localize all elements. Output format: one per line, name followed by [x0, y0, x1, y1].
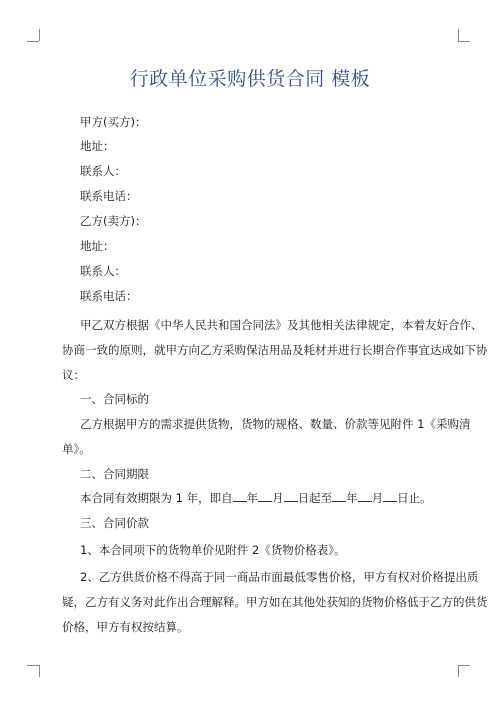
month-label-1: 月 [272, 491, 284, 505]
year-label-1: 年 [246, 491, 259, 505]
crop-mark-top-left-h [27, 41, 39, 42]
year-blank-1 [233, 491, 247, 502]
crop-mark-bottom-left-h [27, 665, 39, 666]
day-label-2: 日止。 [397, 491, 432, 505]
crop-mark-top-right-v [458, 29, 459, 41]
term-text-start: 本合同有效期限为 1 年，即自 [80, 491, 233, 505]
intro-line-3: 议： [62, 368, 85, 382]
section-1-heading: 一、合同标的 [80, 392, 149, 406]
section-3-item-2-line-3: 价格，甲方有权按结算。 [62, 620, 189, 634]
section-2-text [80, 491, 440, 505]
party-b-contact: 联系人： [80, 264, 126, 278]
section-3-item-2-line-1: 2、乙方供货价格不得高于同一商品市面最低零售价格，甲方有权对价格提出质 [80, 570, 479, 584]
section-2-heading: 二、合同期限 [80, 467, 149, 481]
crop-mark-top-left-v [39, 29, 40, 41]
month-blank-2 [358, 491, 372, 502]
section-1-line-1: 乙方根据甲方的需求提供货物，货物的规格、数量、价款等见附件 1《采购清 [80, 417, 471, 431]
party-a-contact: 联系人： [80, 164, 126, 178]
section-3-item-1: 1、本合同项下的货物单价见附件 2《货物价格表》。 [80, 543, 346, 557]
crop-mark-bottom-right-h [458, 665, 470, 666]
intro-line-2: 协商一致的原则，就甲方向乙方采购保洁用品及耗材并进行长期合作事宜达成如下协 [62, 343, 488, 357]
section-1-line-2: 单》。 [62, 442, 91, 456]
document-title: 行政单位采购供货合同 模板 [129, 68, 371, 90]
crop-mark-bottom-right-v [458, 665, 459, 677]
crop-mark-top-right-h [458, 41, 470, 42]
party-b-phone: 联系电话： [80, 289, 138, 303]
day-label-1: 日起至 [297, 491, 333, 505]
day-blank-2 [383, 491, 397, 502]
intro-line-1: 甲乙双方根据《中华人民共和国合同法》及其他相关法律规定，本着友好合作、 [80, 318, 483, 332]
party-a-address: 地址： [80, 139, 115, 153]
party-a-phone: 联系电话： [80, 189, 138, 203]
party-b-address: 地址： [80, 239, 115, 253]
year-label-2: 年 [346, 491, 358, 505]
party-a-label: 甲方(买方)： [80, 115, 147, 129]
party-b-label: 乙方(卖方)： [80, 214, 147, 228]
section-3-item-2-line-2: 疑，乙方有义务对此作出合理解释。甲方如在其他处获知的货物价格低于乙方的供货 [62, 595, 488, 609]
month-label-2: 月 [371, 491, 384, 505]
day-blank-1 [284, 491, 298, 502]
crop-mark-bottom-left-v [39, 665, 40, 677]
year-blank-2 [332, 491, 346, 502]
month-blank-1 [258, 491, 272, 502]
section-3-heading: 三、合同价款 [80, 516, 149, 530]
